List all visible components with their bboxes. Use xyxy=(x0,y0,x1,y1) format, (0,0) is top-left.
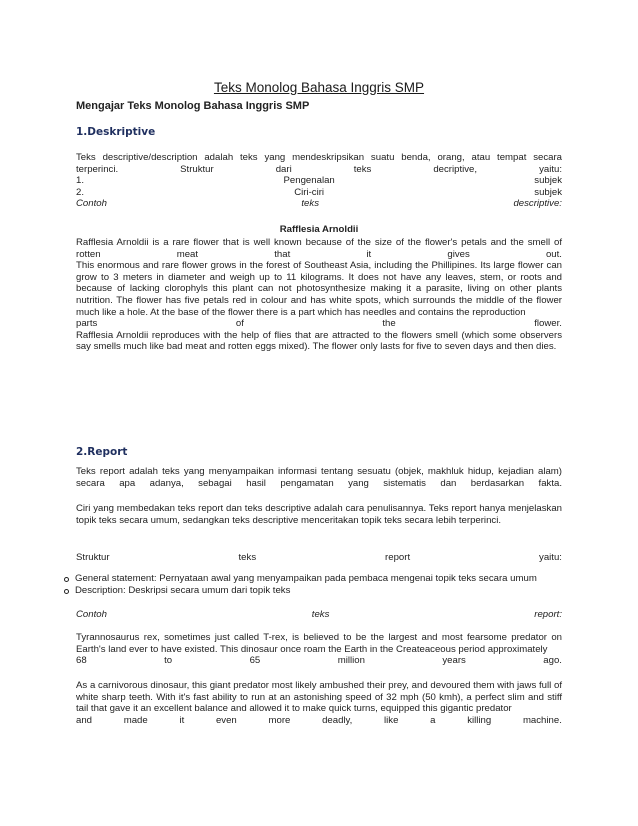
item-label: Ciri-ciri xyxy=(294,186,325,198)
word: the xyxy=(382,318,396,330)
word: meat xyxy=(176,248,199,260)
definition-line xyxy=(76,152,562,164)
paragraph: As a carnivorous dinosaur, this giant predator most likely ambushed their prey, and devoured them with jaws full of white sharp teeth. With it's fast ability to run at an astonishing speed of 32 mph (50 kmh), a perfect slim and stiff tail that gave it an excellent balance and allowed it to make quick turns, equipped this gigantic predator xyxy=(76,680,562,715)
example-heading xyxy=(76,198,562,210)
word: 68 xyxy=(76,655,87,667)
report-difference-paragraph: Ciri yang membedakan teks report dan teks descriptive adalah cara penulisannya. Teks report hanya menjelaskan topik teks secara umum, sedangkan teks descriptive menceritakan topik teks secara lebih terperinci. xyxy=(76,503,562,526)
word: sistematis xyxy=(383,477,426,489)
bullet-icon xyxy=(64,577,69,582)
word: to xyxy=(164,655,173,667)
definition-line-2 xyxy=(76,478,562,490)
word: more xyxy=(268,714,291,726)
word: 65 xyxy=(249,655,261,667)
word: years xyxy=(442,655,466,667)
word: yang xyxy=(348,477,369,489)
word: dan xyxy=(440,477,457,489)
word: secara xyxy=(76,477,105,489)
section-heading-report: 2.Report xyxy=(76,446,128,458)
definition-line-2 xyxy=(76,164,562,176)
page-title: Teks Monolog Bahasa Inggris SMP xyxy=(213,80,425,95)
word: rotten xyxy=(76,248,101,260)
descriptive-definition xyxy=(76,152,562,210)
report-example-paragraph-1 xyxy=(76,632,562,667)
word: terperinci. xyxy=(76,163,119,175)
item-label: Pengenalan xyxy=(283,175,335,187)
word: teks xyxy=(238,552,257,563)
word: and xyxy=(76,714,93,726)
item-label: subjek xyxy=(534,175,562,187)
word: fakta. xyxy=(538,477,562,489)
word: killing xyxy=(467,714,492,726)
word: Contoh xyxy=(76,609,107,620)
word: ago. xyxy=(543,655,562,667)
definition-line xyxy=(76,466,562,478)
word: report xyxy=(385,552,411,563)
report-structure-line xyxy=(76,552,562,564)
word: it xyxy=(366,248,372,260)
word: teks xyxy=(311,609,330,620)
paragraph-line xyxy=(76,655,562,667)
paragraph: This enormous and rare flower grows in the forest of Southeast Asia, including the Phillipines. Its large flower can grow to 3 meters in diameter and weigh up to 11 kilograms. It does not have any leaves, stem, or roots and because of lacking clorophyls this plant can not photosynthesize making it a parasite, living on other plants nutrition. The flower has five petals red in colour and has white spots, which surrounds the middle of the flower much like a hole. At the base of the flower there is a part which has needles and contains the reproduction xyxy=(76,260,562,318)
word: pengamatan xyxy=(280,477,334,489)
word: gives xyxy=(447,248,470,260)
paragraph-line xyxy=(76,237,562,249)
word: machine. xyxy=(522,714,562,726)
paragraph: Tyrannosaurus rex, sometimes just called T-rex, is believed to be the largest and most fearsome predator on Earth's land ever to have existed. This dinosaur once roam the Earth in the Createaceous period approximately xyxy=(76,632,562,655)
word: Struktur xyxy=(76,552,110,563)
paragraph-line xyxy=(76,318,562,330)
word: decriptive, xyxy=(433,163,478,175)
word: Struktur xyxy=(180,163,214,175)
word: teks xyxy=(301,198,319,210)
example-text-title: Rafflesia Arnoldii xyxy=(279,224,359,235)
word: berdasarkan xyxy=(470,477,525,489)
word: adanya, xyxy=(149,477,184,489)
word: of xyxy=(235,318,244,330)
word: out. xyxy=(545,248,562,260)
definition-text: Teks descriptive/description adalah teks yang mendeskripsikan suatu benda, orang, atau tempat secara xyxy=(76,152,562,163)
word: descriptive: xyxy=(513,198,562,210)
report-example-heading xyxy=(76,609,562,621)
item-number: 2. xyxy=(76,186,85,198)
item-number: 1. xyxy=(76,175,85,187)
word: deadly, xyxy=(322,714,353,726)
word: even xyxy=(215,714,237,726)
word: like xyxy=(384,714,399,726)
structure-item-1 xyxy=(76,175,562,187)
structure-bullet-list xyxy=(64,573,564,597)
bullet-icon xyxy=(64,589,69,594)
descriptive-example-body xyxy=(76,237,562,353)
word: it xyxy=(179,714,185,726)
bullet-text: Description: Deskripsi secara umum dari topik teks xyxy=(75,585,291,596)
word: Contoh xyxy=(76,198,107,210)
word: report: xyxy=(534,609,562,620)
report-definition xyxy=(76,466,562,489)
report-example-paragraph-2 xyxy=(76,680,562,726)
section-heading-descriptive: 1.Deskriptive xyxy=(76,126,156,138)
word: million xyxy=(337,655,365,667)
paragraph-text: Rafflesia Arnoldii is a rare flower that is well known because of the size of the flower's petals and the smell of xyxy=(76,237,562,248)
definition-text: Teks report adalah teks yang menyampaikan informasi tentang sesuatu (objek, makhluk hidup, kejadian alam) xyxy=(76,466,562,477)
word: flower. xyxy=(534,318,562,330)
bullet-text: General statement: Pernyataan awal yang menyampaikan pada pembaca mengenai topik teks secara umum xyxy=(75,573,537,584)
word: yaitu: xyxy=(539,552,562,563)
word: sebagai xyxy=(198,477,232,489)
word: a xyxy=(430,714,436,726)
word: made xyxy=(123,714,148,726)
list-item xyxy=(64,573,564,585)
word: apa xyxy=(119,477,136,489)
word: that xyxy=(274,248,291,260)
word: teks xyxy=(353,163,372,175)
list-item xyxy=(64,585,564,597)
paragraph-line xyxy=(76,715,562,727)
paragraph-line xyxy=(76,249,562,261)
word: hasil xyxy=(246,477,266,489)
paragraph: Rafflesia Arnoldii reproduces with the help of flies that are attracted to the flowers smell (which some observers say smells much like bad meat and rotten eggs mixed). The flower only lasts for five to seven days and then dies. xyxy=(76,329,562,353)
word: dari xyxy=(275,163,292,175)
item-label: subjek xyxy=(534,186,562,198)
subtitle: Mengajar Teks Monolog Bahasa Inggris SMP xyxy=(76,100,310,112)
word: parts xyxy=(76,318,98,330)
word: yaitu: xyxy=(539,163,562,175)
structure-item-2 xyxy=(76,187,562,199)
